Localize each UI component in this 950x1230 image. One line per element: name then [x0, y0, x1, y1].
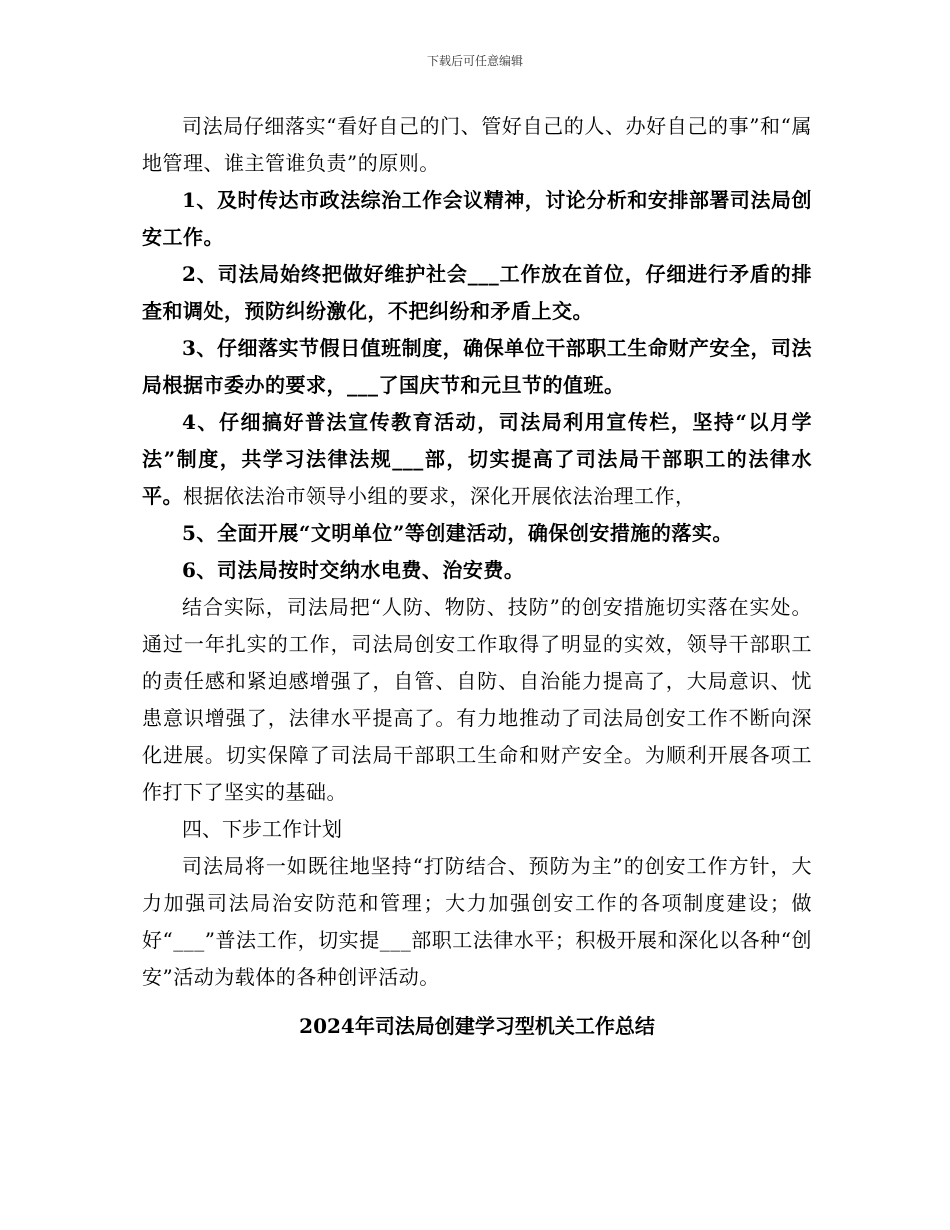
item-3: 3、仔细落实节假日值班制度，确保单位干部职工生命财产安全，司法局根据市委办的要求，___了国庆节和元旦节的值班。 — [142, 336, 812, 397]
item-1: 1、及时传达市政法综治工作会议精神，讨论分析和安排部署司法局创安工作。 — [142, 188, 812, 249]
item-5: 5、全面开展“文明单位”等创建活动，确保创安措施的落实。 — [182, 521, 733, 545]
item-4-normal: 根据依法治市领导小组的要求，深化开展依法治理工作， — [183, 484, 696, 508]
item-4 — [142, 404, 812, 515]
plan-paragraph: 司法局将一如既往地坚持“打防结合、预防为主”的创安工作方针，大力加强司法局治安防范和管理；大力加强创安工作的各项制度建设；做好“___”普法工作，切实提___部职工法律水平；积极开展和深化以各种“创安”活动为载体的各种创评活动。 — [142, 854, 812, 989]
page-header: 下载后可任意编辑 — [426, 54, 523, 68]
item-4-bold: 4、仔细搞好普法宣传教育活动，司法局利用宣传栏，坚持“以月学法”制度，共学习法律法规___部，切实提高了司法局干部职工的法律水平。 — [142, 410, 812, 508]
intro-paragraph: 司法局仔细落实“看好自己的门、管好自己的人、办好自己的事”和“属地管理、谁主管谁负责”的原则。 — [142, 114, 812, 175]
item-6: 6、司法局按时交纳水电费、治安费。 — [182, 558, 525, 582]
section-heading-plan: 四、下步工作计划 — [182, 817, 342, 841]
summary-paragraph: 结合实际，司法局把“人防、物防、技防”的创安措施切实落在实处。通过一年扎实的工作，司法局创安工作取得了明显的实效，领导干部职工的责任感和紧迫感增强了，自管、自防、自治能力提高了，大局意识、忧患意识增强了，法律水平提高了。有力地推动了司法局创安工作不断向深化进展。切实保障了司法局干部职工生命和财产安全。为顺利开展各项工作打下了坚实的基础。 — [142, 595, 812, 804]
item-2: 2、司法局始终把做好维护社会___工作放在首位，仔细进行矛盾的排查和调处，预防纠纷激化，不把纠纷和矛盾上交。 — [142, 262, 812, 323]
next-document-title: 2024年司法局创建学习型机关工作总结 — [299, 1014, 655, 1038]
document-body — [142, 108, 812, 1045]
